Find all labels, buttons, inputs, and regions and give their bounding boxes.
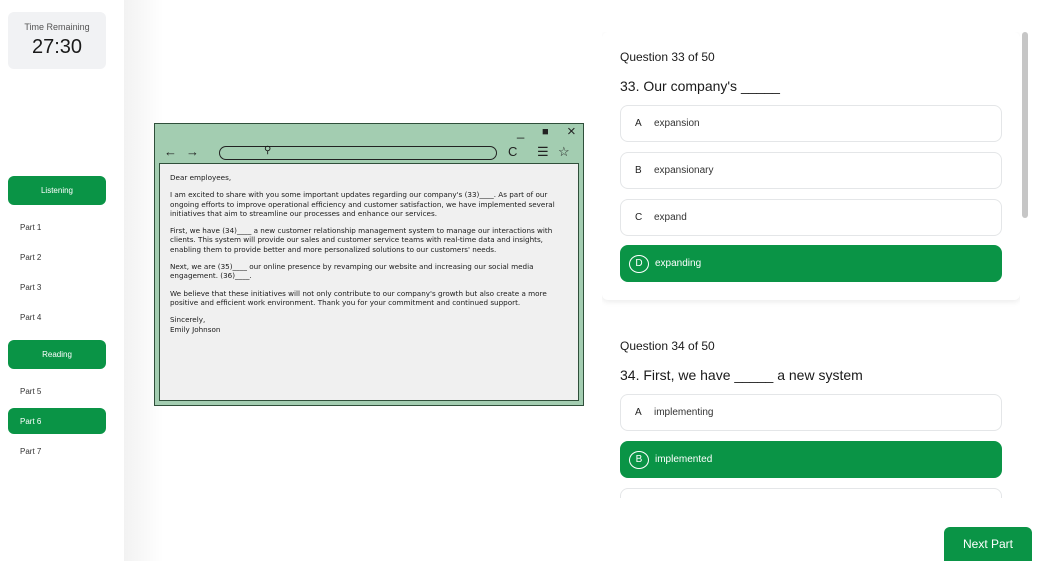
option-letter: C: [635, 212, 643, 223]
back-arrow-icon: ←: [164, 144, 177, 159]
question-text: 33. Our company's _____: [620, 78, 780, 94]
timer-label: Time Remaining: [24, 22, 90, 32]
letter-paragraph-3: Next, we are (35)____ our online presence by revamping our website and increasing our social media engagement. (36)____.: [170, 262, 534, 281]
scrollbar[interactable]: [1022, 32, 1028, 498]
browser-nav-row: [155, 143, 583, 163]
option-b[interactable]: [620, 441, 1002, 478]
url-bar: [219, 146, 497, 160]
sidebar-item-part-7[interactable]: Part 7: [20, 446, 42, 456]
sidebar-item-part-6[interactable]: Part 6: [8, 408, 106, 434]
question-card-33: [602, 32, 1020, 300]
forward-arrow-icon: →: [186, 144, 199, 159]
option-a[interactable]: [620, 394, 1002, 431]
sidebar-item-part-1[interactable]: Part 1: [20, 222, 42, 232]
scrollbar-thumb[interactable]: [1022, 32, 1028, 218]
question-panel: [602, 32, 1020, 498]
question-text: 34. First, we have _____ a new system: [620, 367, 863, 383]
option-letter: D: [629, 255, 649, 273]
reading-section-button[interactable]: Reading: [8, 340, 106, 369]
option-letter: B: [629, 451, 649, 469]
option-letter: A: [635, 407, 642, 418]
letter-paragraph-2: First, we have (34)____ a new customer relationship management system to manage our interactions with clients. This system will provide our sales and customer service teams with real-time data and insights, enabling them to provide better and more personalized solutions to our customers' needs.: [170, 226, 553, 254]
search-icon: ⚲: [264, 145, 272, 156]
option-text: expansionary: [654, 165, 714, 176]
question-counter: Question 34 of 50: [620, 339, 715, 353]
minimize-icon: _: [517, 124, 525, 139]
option-c[interactable]: [620, 199, 1002, 236]
option-text: implementing: [654, 407, 714, 418]
option-text: implemented: [655, 454, 713, 465]
sidebar-item-part-5[interactable]: Part 5: [20, 386, 42, 396]
browser-titlebar: [155, 124, 583, 142]
reload-icon: C: [508, 144, 518, 159]
letter-paragraph-1: I am excited to share with you some important updates regarding our company's (33)____. As part of our ongoing efforts to improve operational efficiency and customer satisfaction, we have implemented several initiatives that aim to streamline our processes and enhance our services.: [170, 190, 555, 218]
option-b[interactable]: [620, 152, 1002, 189]
timer-value: 27:30: [31, 36, 83, 58]
maximize-icon: ■: [542, 126, 549, 138]
option-d[interactable]: [620, 245, 1002, 282]
next-part-button[interactable]: Next Part: [944, 527, 1032, 561]
option-letter: B: [635, 165, 642, 176]
sidebar-item-part-2[interactable]: Part 2: [20, 252, 42, 262]
option-a[interactable]: [620, 105, 1002, 142]
letter-signature: Emily Johnson: [170, 324, 221, 334]
browser-window: [154, 123, 584, 406]
option-text: expanding: [655, 258, 702, 269]
question-counter: Question 33 of 50: [620, 50, 715, 64]
option-text: expand: [654, 212, 687, 223]
option-letter: A: [635, 118, 642, 129]
sidebar-item-part-3[interactable]: Part 3: [20, 282, 42, 292]
option-text: expansion: [654, 118, 700, 129]
close-icon: ×: [567, 123, 576, 140]
sidebar: [0, 0, 124, 561]
bookmark-star-icon: ☆: [558, 144, 570, 159]
menu-icon: ☰: [537, 144, 549, 159]
option-c-partial[interactable]: [620, 488, 1002, 498]
listening-section-button[interactable]: Listening: [8, 176, 106, 205]
letter-paragraph-4: We believe that these initiatives will not only contribute to our company's growth but also create a more positive and efficient work environment. Thank you for your commitment and continued support.: [170, 288, 547, 307]
letter-page: [159, 163, 579, 401]
sidebar-item-part-4[interactable]: Part 4: [20, 312, 42, 322]
timer-box: [8, 12, 106, 69]
letter-greeting: Dear employees,: [170, 173, 232, 182]
letter-closing: Sincerely,: [170, 315, 206, 325]
